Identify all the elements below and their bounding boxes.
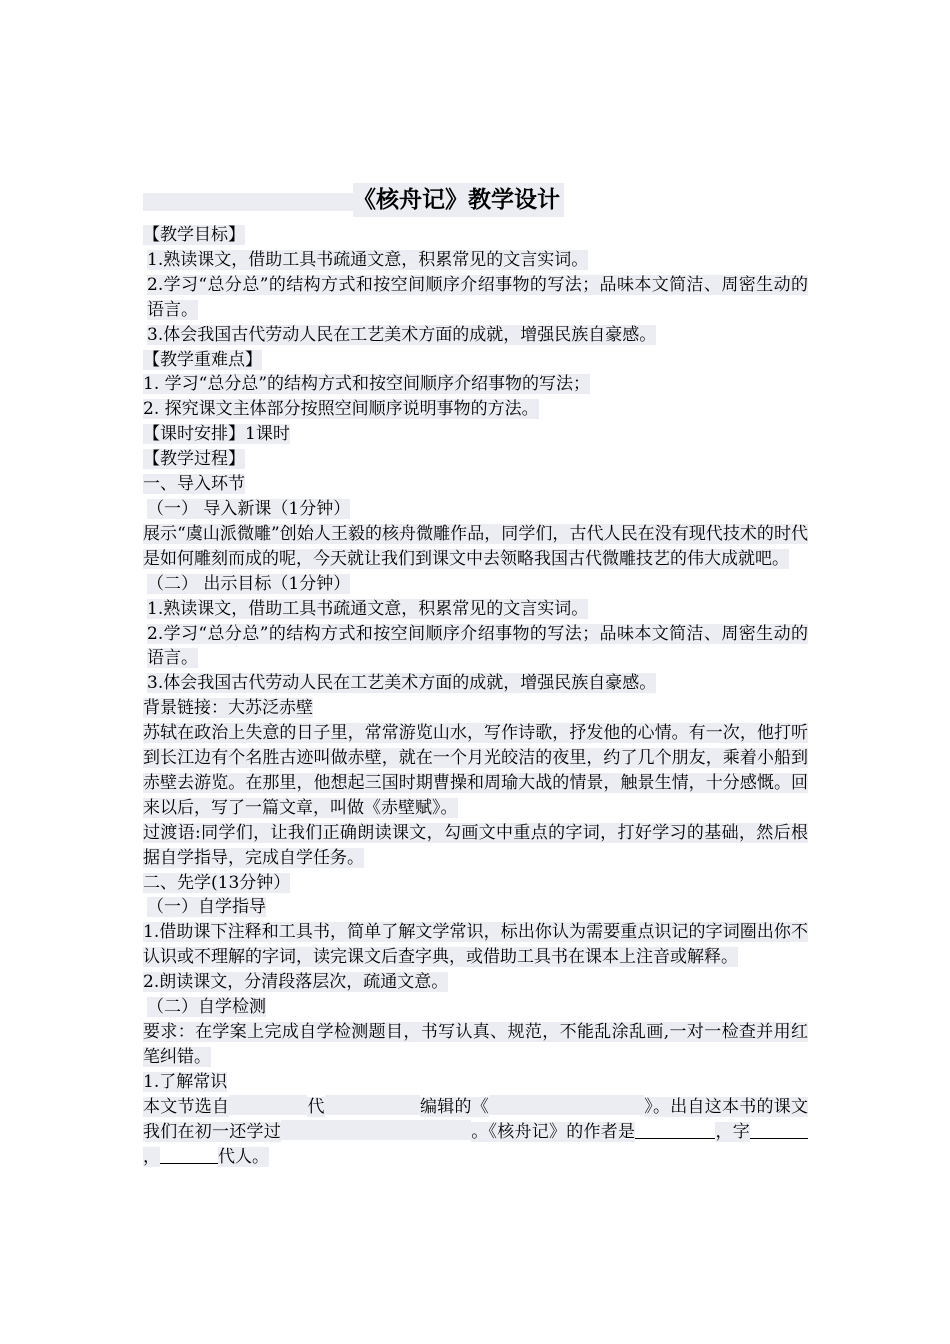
intro-paragraph: 展示“虞山派微雕”创始人王毅的核舟微雕作品，同学们，古代人民在没有现代技术的时代是如何雕刻而成的呢，今天就让我们到课文中去领略我国古代微雕技艺的伟大成就吧。 xyxy=(143,523,808,569)
blank-5 xyxy=(635,1121,715,1139)
key-point-2: 2. 探究课文主体部分按照空间顺序说明事物的方法。 xyxy=(143,399,539,420)
section-heading-process: 【教学过程】 xyxy=(143,449,245,470)
part-2-sub-2: （二）自学检测 xyxy=(147,997,266,1018)
goal-item-1: 1.熟读课文，借助工具书疏通文意，积累常见的文言实词。 xyxy=(147,249,589,270)
document-body xyxy=(143,223,808,1169)
section-heading-key-points: 【教学重难点】 xyxy=(143,349,262,370)
title-row xyxy=(143,183,808,217)
key-point-1: 1. 学习“总分总”的结构方式和按空间顺序介绍事物的写法； xyxy=(143,374,591,395)
question-1-heading: 1.了解常识 xyxy=(143,1071,228,1092)
blank-7 xyxy=(160,1146,218,1164)
part-1-sub-2: （二） 出示目标（1分钟） xyxy=(147,573,351,594)
blank-3 xyxy=(489,1095,644,1115)
goal-repeat-2: 2.学习“总分总”的结构方式和按空间顺序介绍事物的写法；品味本文简洁、周密生动的语言。 xyxy=(147,623,808,669)
part-1-sub-1: （一） 导入新课（1分钟） xyxy=(147,498,351,519)
part-1-heading: 一、导入环节 xyxy=(143,474,245,495)
page-title: 《核舟记》教学设计 xyxy=(353,183,564,217)
goal-repeat-3: 3.体会我国古代劳动人民在工艺美术方面的成就，增强民族自豪感。 xyxy=(147,673,657,694)
blank-6 xyxy=(750,1121,808,1139)
blank-2 xyxy=(325,1095,420,1115)
requirement-paragraph: 要求：在学案上完成自学检测题目，书写认真、规范，不能乱涂乱画,一对一检查并用红笔纠错。 xyxy=(143,1022,808,1067)
part-2-heading: 二、先学(13分钟） xyxy=(143,872,291,893)
goal-item-3: 3.体会我国古代劳动人民在工艺美术方面的成就，增强民族自豪感。 xyxy=(147,324,657,345)
self-study-item-1: 1.借助课下注释和工具书，简单了解文学常识，标出你认为需要重点识记的字词圈出你不认识或不理解的字词，读完课文后查字典，或借助工具书在课本上注音或解释。 xyxy=(143,922,808,968)
fill-in-paragraph: 本文节选自 代 编辑的《 》。出自这本书的课文我们在初一还学过 。《核舟记》的作者是 ，字， 代人。 xyxy=(143,1096,808,1167)
goal-item-2: 2.学习“总分总”的结构方式和按空间顺序介绍事物的写法；品味本文简洁、周密生动的语言。 xyxy=(147,274,808,320)
part-2-sub-1: （一）自学指导 xyxy=(147,897,266,918)
section-heading-hours: 【课时安排】1课时 xyxy=(143,424,290,445)
background-heading: 背景链接：大苏泛赤壁 xyxy=(143,698,313,719)
section-heading-goals: 【教学目标】 xyxy=(143,225,245,245)
self-study-item-2: 2.朗读课文，分清段落层次，疏通文意。 xyxy=(143,972,449,993)
background-paragraph: 苏轼在政治上失意的日子里，常常游览山水，写作诗歌，抒发他的心情。有一次，他打听到长江边有个名胜古迹叫做赤壁，就在一个月光皎洁的夜里，约了几个朋友，乘着小船到赤壁去游览。在那里，他想起三国时期曹操和周瑜大战的情景，触景生情，十分感慨。回来以后，写了一篇文章，叫做《赤壁赋》。 xyxy=(143,723,808,818)
transition-paragraph: 过渡语:同学们，让我们正确朗读课文，勾画文中重点的字词，打好学习的基础，然后根据自学指导，完成自学任务。 xyxy=(143,822,808,868)
blank-1 xyxy=(229,1095,307,1115)
goal-repeat-1: 1.熟读课文，借助工具书疏通文意，积累常见的文言实词。 xyxy=(147,598,589,619)
title-highlight xyxy=(143,193,353,211)
blank-4 xyxy=(281,1120,471,1140)
